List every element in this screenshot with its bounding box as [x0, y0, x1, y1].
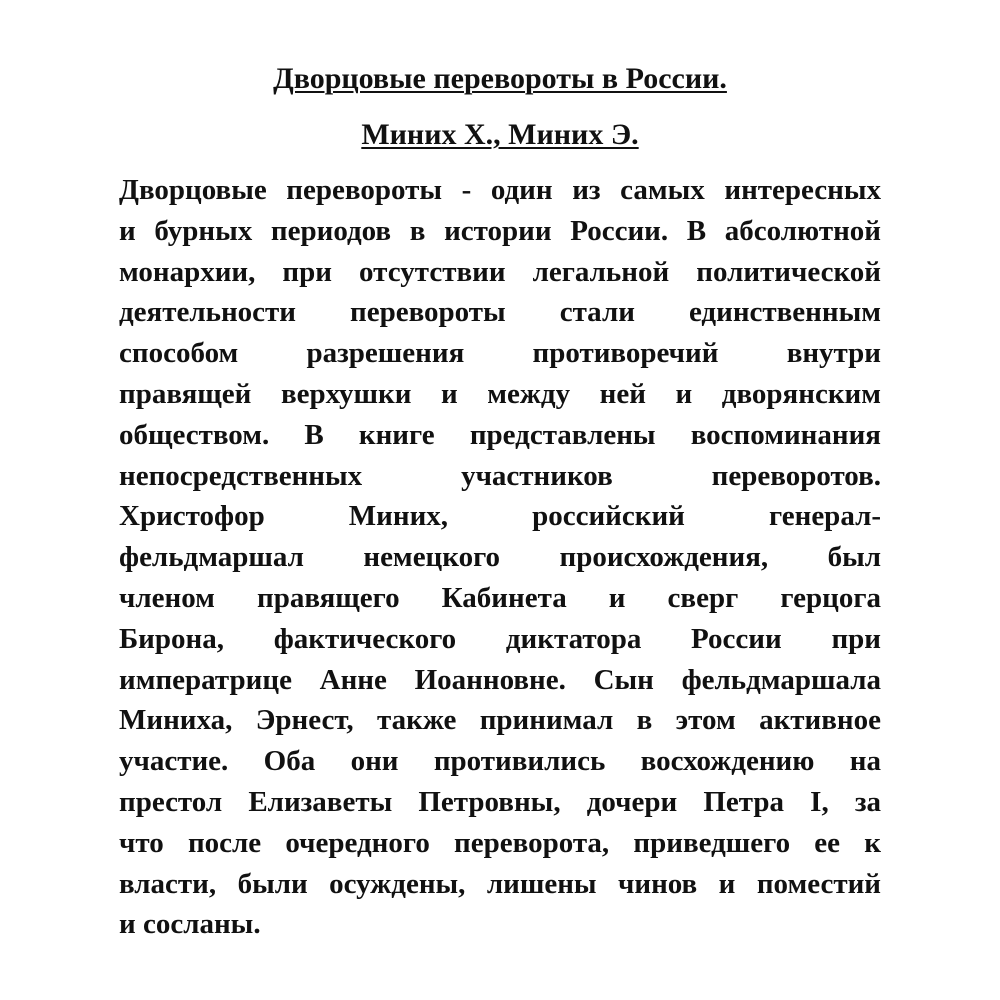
- description-line: власти, были осуждены, лишены чинов и поместий: [119, 867, 881, 900]
- description-line: престол Елизаветы Петровны, дочери Петра I, за: [119, 785, 881, 818]
- description-line: правящей верхушки и между ней и дворянским: [119, 377, 881, 410]
- description-line: Миниха, Эрнест, также принимал в этом активное: [119, 704, 881, 737]
- description-line: непосредственных участников переворотов.: [119, 459, 881, 492]
- description-line: участие. Оба они противились восхождению на: [119, 745, 881, 778]
- description-line: деятельности перевороты стали единственным: [119, 296, 881, 329]
- description-line: Бирона, фактического диктатора России при: [119, 622, 881, 655]
- description-line: членом правящего Кабинета и сверг герцога: [119, 581, 881, 614]
- description-line: что после очередного переворота, приведшего ее к: [119, 826, 881, 859]
- description-line: монархии, при отсутствии легальной политической: [119, 255, 881, 288]
- description-line: и сосланы.: [119, 908, 261, 941]
- authors-subtitle: Миних Х., Миних Э.: [361, 118, 639, 151]
- description-line: фельдмаршал немецкого происхождения, был: [119, 541, 881, 574]
- page-title: Дворцовые перевороты в России.: [273, 62, 727, 95]
- description-body: [119, 170, 881, 945]
- description-line: обществом. В книге представлены воспоминания: [119, 418, 881, 451]
- description-line: императрице Анне Иоанновне. Сын фельдмаршала: [119, 663, 881, 696]
- description-line: и бурных периодов в истории России. В абсолютной: [119, 214, 881, 247]
- description-line: способом разрешения противоречий внутри: [119, 337, 881, 370]
- description-line: Дворцовые перевороты - один из самых интересных: [119, 174, 881, 206]
- description-line: Христофор Миних, российский генерал-: [119, 500, 881, 533]
